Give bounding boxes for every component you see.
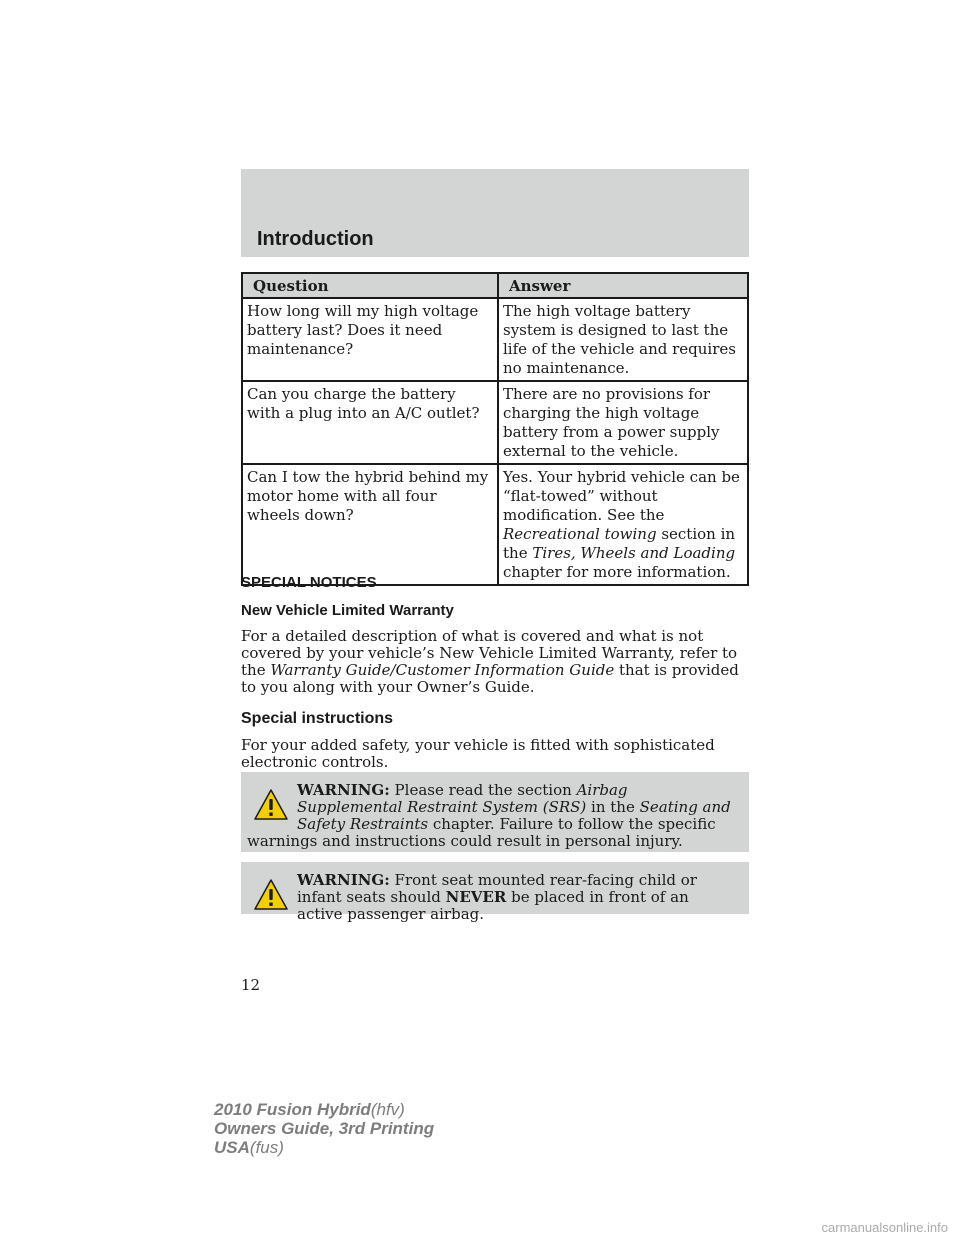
warning-body: Front seat mounted rear-facing child or infant seats should — [297, 871, 697, 906]
column-header-answer: Answer — [498, 273, 748, 298]
special-instructions-heading: Special instructions — [241, 710, 394, 727]
question-cell: Can you charge the battery with a plug into an A/C outlet? — [242, 381, 498, 464]
warranty-guide-reference: Warranty Guide/Customer Information Guide — [270, 661, 615, 679]
warranty-paragraph — [241, 628, 749, 696]
seating-chapter-reference: Seating and Safety Restraints — [297, 798, 731, 833]
answer-text: Yes. Your hybrid vehicle can be “flat-towed” without modification. See the — [503, 468, 740, 524]
table-header-row — [242, 273, 748, 298]
answer-text: section in the — [503, 525, 736, 562]
footer-line — [214, 1100, 434, 1119]
answer-cell: There are no provisions for charging the high voltage battery from a power supply external to the vehicle. — [498, 381, 748, 464]
warning-box — [241, 772, 749, 852]
warranty-text: For a detailed description of what is covered and what is not covered by your vehicle’s New Vehicle Limited Warranty, refer to the — [241, 627, 738, 679]
warning-text — [247, 872, 735, 923]
watermark: carmanualsonline.info — [821, 1220, 948, 1235]
section-header — [241, 169, 749, 257]
section-title: Introduction — [257, 228, 374, 250]
footer-model-code: (hfv) — [370, 1100, 405, 1119]
warning-body: be placed in front of an active passenger airbag. — [297, 888, 689, 923]
footer-model: 2010 Fusion Hybrid — [214, 1100, 371, 1119]
airbag-section-reference: Airbag Supplemental Restraint System (SRS) — [297, 781, 628, 816]
warning-triangle-icon — [253, 878, 289, 912]
table-row — [242, 381, 748, 464]
answer-cell — [498, 464, 748, 585]
footer-line — [214, 1138, 434, 1157]
warning-box — [241, 862, 749, 923]
page-number: 12 — [241, 976, 261, 994]
answer-reference-tires-chapter: Tires, Wheels and Loading — [532, 544, 736, 562]
warning-text — [247, 782, 735, 850]
column-header-question: Question — [242, 273, 498, 298]
answer-cell: The high voltage battery system is designed to last the life of the vehicle and requires no maintenance. — [498, 298, 748, 381]
warning-body: Please read the section — [389, 781, 577, 799]
warning-label: WARNING: — [297, 871, 390, 889]
warning-label: WARNING: — [297, 781, 390, 799]
faq-table — [241, 272, 749, 586]
warning-body: in the — [586, 798, 640, 816]
footer-market-code: (fus) — [249, 1138, 284, 1157]
footer-market: USA — [214, 1138, 250, 1157]
question-cell: How long will my high voltage battery last? Does it need maintenance? — [242, 298, 498, 381]
special-instructions-paragraph: For your added safety, your vehicle is fitted with sophisticated electronic controls. — [241, 736, 715, 771]
warning-body: chapter. Failure to follow the specific warnings and instructions could result in personal injury. — [247, 815, 716, 850]
special-notices-section — [241, 574, 749, 771]
special-notices-heading: SPECIAL NOTICES — [241, 574, 377, 591]
warning-triangle-icon — [253, 788, 289, 822]
question-cell: Can I tow the hybrid behind my motor home with all four wheels down? — [242, 464, 498, 585]
table-row — [242, 298, 748, 381]
footer-edition-info — [214, 1100, 434, 1157]
warranty-heading: New Vehicle Limited Warranty — [241, 602, 454, 619]
table-row — [242, 464, 748, 585]
answer-text: chapter for more information. — [503, 563, 731, 581]
footer-line: Owners Guide, 3rd Printing — [214, 1119, 435, 1138]
answer-reference-recreational-towing: Recreational towing — [503, 525, 657, 543]
never-emphasis: NEVER — [445, 888, 507, 906]
warranty-text: that is provided to you along with your Owner’s Guide. — [241, 661, 739, 696]
